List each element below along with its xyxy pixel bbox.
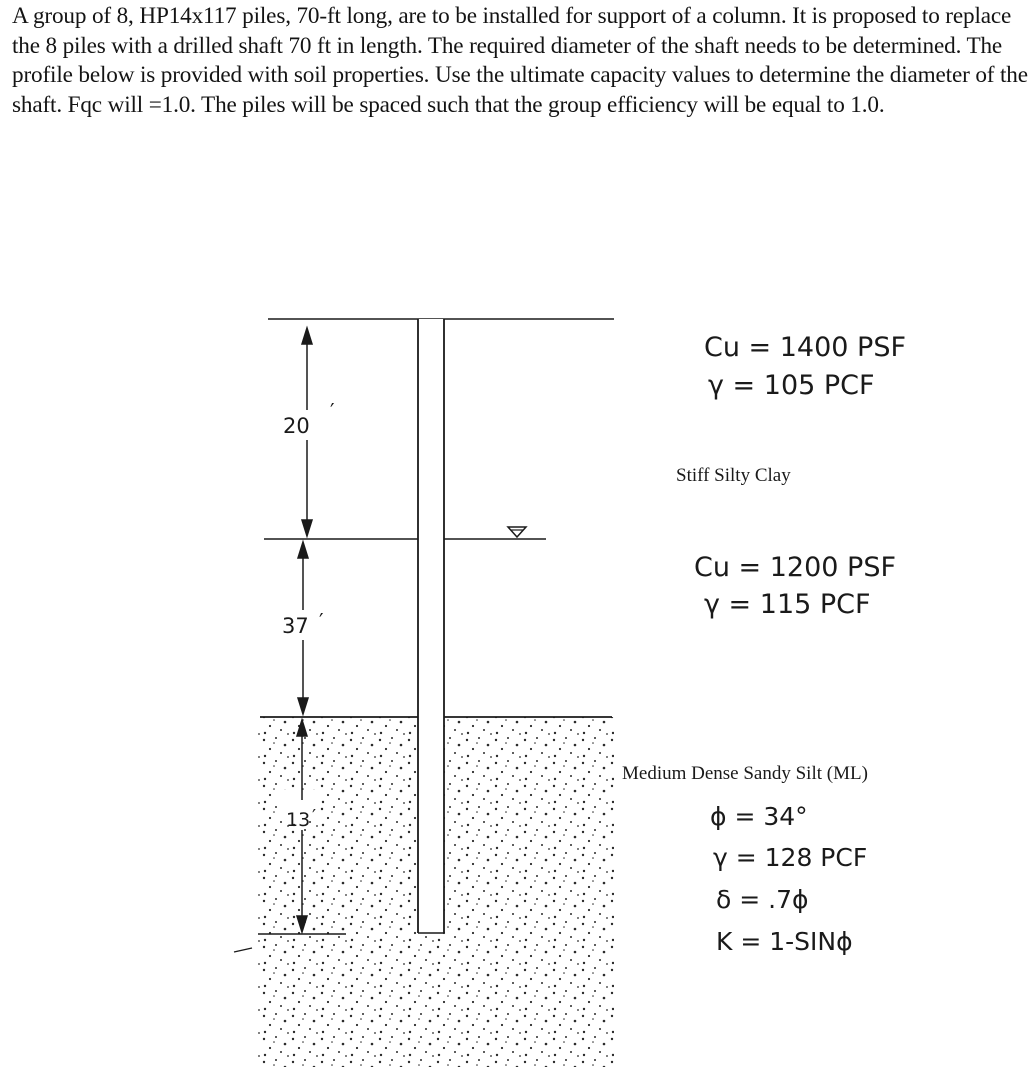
layer2-gamma-label: γ = 115 PCF — [704, 589, 871, 620]
layer3-gamma-label: γ = 128 PCF — [713, 843, 868, 872]
layer3-k-label: K = 1-SINϕ — [716, 927, 853, 956]
layer1-soil-name: Stiff Silty Clay — [676, 465, 791, 486]
foot-mark: ′ — [312, 806, 317, 827]
layer3-thickness-label: 13 — [286, 809, 311, 831]
problem-statement: A group of 8, HP14x117 piles, 70-ft long, are to be installed for support of a column. It is proposed to replace the 8 piles with a drilled shaft 70 ft in length. The required diameter of the shaft needs to be determined. The profile below is provided with soil properties. Use the ultimate capacity values to determine the diameter of the shaft. Fqc will =1.0. The piles will be spaced such that the group efficiency will be equal to 1.0. — [12, 3, 1028, 118]
foot-mark: ′ — [330, 399, 335, 423]
layer2-thickness-label: 37 — [282, 614, 309, 638]
foot-mark: ′ — [319, 609, 324, 633]
layer1-gamma-label: γ = 105 PCF — [708, 370, 875, 401]
water-table-symbol — [508, 527, 526, 537]
layer3-soil-name: Medium Dense Sandy Silt (ML) — [622, 763, 868, 784]
tick-mark — [234, 948, 252, 952]
layer1-cu-label: Cu = 1400 PSF — [704, 332, 906, 363]
layer1-thickness-label: 20 — [283, 414, 310, 438]
drilled-shaft — [418, 319, 444, 933]
layer2-cu-label: Cu = 1200 PSF — [694, 552, 896, 583]
layer3-delta-label: δ = .7ϕ — [716, 885, 809, 914]
layer3-phi-label: ϕ = 34° — [710, 802, 808, 831]
